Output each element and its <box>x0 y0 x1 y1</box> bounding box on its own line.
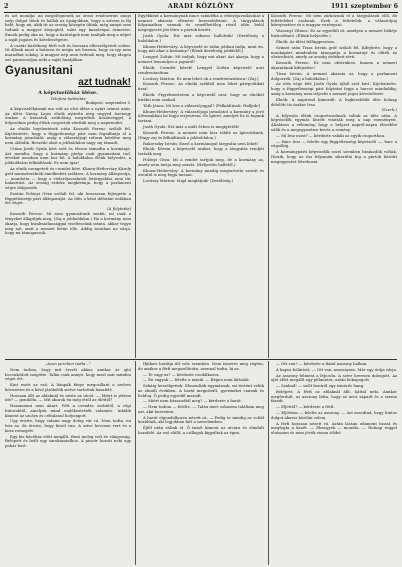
paragraph: Az asszony felment a lépcsőn. A szíve hevesen dobogott. Az ajtó előtt megállt egy pillanatra, aztán bekopogott. <box>271 372 397 383</box>
column-separator-bottom-1 <box>135 361 136 565</box>
masthead <box>4 3 398 11</box>
paragraph: A folyosón élénk csoportosulások voltak az ülés után. A képviselők egymás között vitatták meg a nap eseményeit. Általános a vélemény, hogy a helyzet napról-napra élesebbé válik és a megegyezésre kevés a remény. <box>271 112 397 132</box>
paragraph: Justh Gyula: Ezt már sokszor hallottuk! (Derültség a baloldalon.) <box>138 33 264 43</box>
paragraph: Utána Justh Gyula kért szót és élesen támadta a kormányt. Azt mondta, hogy a kormány pártja csak gyanusitani tud, érveket azonban nem hoz fel. A baloldalon élénk helyeslés, a jobboldalon felkiáltások: Ez nem igaz! <box>5 146 131 166</box>
dialog-line: Khuen-Héderváry: A kormány mindig megtartotta szavát és ezentúl is meg fogja tartani. <box>138 167 264 178</box>
paragraph: Az elnöki bejelentések után Kossuth Ferenc szólalt fel. Kijelentette, hogy a függetlenségi párt nem fogadhatja el a kormány javaslatát, amíg a választójogi reform kérdése meg nem oldódik. Beszéde alatt a jobboldalon nagy zaj támadt. <box>5 125 131 146</box>
paragraph: Éjfél után váltak el. Ő ismét kiment az utcára és elindult hazafelé. Az eső elállt, a csillagok kigyúltak az égen. <box>138 425 264 435</box>
col1-continuation <box>5 14 131 62</box>
signature: (Szerk.) <box>381 107 397 113</box>
feuilleton-title: „Azon percben tudta..." <box>45 361 91 366</box>
paragraph: A férfi hosszan nézett rá. Aztán lassan odament hozzá és megfogta a kezét. — Elmegyek — mondta. — Holnap reggel elutazom és nem jövök vissza többé. <box>271 420 397 435</box>
paragraph: Elnök: Csendet kérek! Lengyel Zoltán képviselő urat rendreutasítom. <box>138 64 264 75</box>
paragraph: Ezután Polónyi Géza szólalt fel, aki hosszasan fejtegette a függetlenségi párt álláspontját. Az ülés a késő délutáni órákban ért véget. <box>5 190 131 206</box>
paragraph: Kossuth Ferenc: Mi nem zárkózunk el a tárgyalások elől, de feltételeket szabunk. Ezek a feltételek: a választójog kiterjesztése és a magyar vezényszó. <box>271 13 397 28</box>
paragraph: és azt mondja: mi megölégnenek az orosz rendszerint annyi szép dolgot látok és hallok az újságokban, hogy a szívem is fáj belé, hogy mi, akik itt az ország közepén ülünk, még annyit sem tudunk a magyar közjogból, mint egy kaszárnyai őrmester. Ennek pedig oka az, hogy a hatóságok nem tanítják meg a népet a saját jogaira és kötelességeire. <box>5 13 131 42</box>
column-3 <box>271 14 397 166</box>
paragraph: A képviselőháznak ma volt az első ülése a nyári szünet után. Az ülést Navay Lajos elnök nyitotta meg negyed tizenegy órakor. A karzatok zsúfolásig megteltek közönséggel, a folyosókon pedig élénk csoportok vitatták meg a napirendet. <box>5 105 131 126</box>
paragraph: Ifjúkori barátja ült vele szemben. Nem ismerte meg rögtön, de amikor a férfi megszólította, azonnal tudta, ki az. <box>138 361 264 371</box>
paragraph: Elnök: Az ülést felfüggesztem. <box>276 38 336 44</box>
paragraph: Elnök: A napirend kimerült. A legközelebbi ülés holnap délelőtt tíz órakor lesz. <box>271 96 397 107</box>
paragraph: — Miért nem házasodtál meg? — kérdezte a barát. <box>143 398 242 404</box>
column-1 <box>5 14 131 237</box>
paragraph: Belépett. A férfi az ablaknál állt, háttal neki. Amikor megfordult, az asszony látta, hogy az arca sápadt és a szeme fáradt. <box>271 388 397 404</box>
paragraph: Egyébként a kormánynak nincs szándéka a véderőjavaslatokat a nemzet akarata ellenére keresztülvinni. A tárgyalások folyamatban vannak és remélhetőleg rövid időn belül megegyezés jön létre a pártok között. <box>138 13 264 33</box>
paragraph: Az ülés vége felé Justh Gyula újból szót kért. Kijelentette, hogy a függetlenségi párt folytatni fogja a harcot mindaddig, amíg a kormány nem teljesíti a nemzet jogos követeléseit. <box>271 81 397 96</box>
paragraph: Hazamenni nem akart. Félt a csendes szobától, a régi bútoroktól, amelyek mind emlékeztették valamire. Inkább kiment az utcára és céltalanul bolyongott. <box>5 403 131 418</box>
paragraph: — Ott van? — kérdezte a fiatal asszony halkan. <box>276 361 368 366</box>
paragraph: Lengyel Zoltán: Mi tudjuk, hogy mit akar! Azt akarja, hogy a nemzet lemondjon a jogairól! <box>138 54 264 65</box>
column-separator-1 <box>135 14 136 358</box>
dialog-line: Kossuth Ferenc: A nemzet nem hisz többé az ígéreteknek. (Nagy zaj és felkiáltások a jobboldalon.) <box>138 129 264 140</box>
paragraph: Az elnök csengetett és csendet kért. Khuen-Héderváry Károly gróf miniszterelnök emelkedett szólásra. A kormány álláspontja, — mondotta — hogy a véderőjavaslatok letárgyalása nem tűr halasztást. Az ország érdeke megkívánja, hogy a parlament végre dolgozzék. <box>5 166 131 190</box>
paragraph: A barát elgondolkozva nézett rá. — Pedig te mindig az voltál közülünk, aki legjobban hitt a szerelemben. <box>138 414 264 425</box>
dialog-line: Elnök: Figyelmeztetem a képviselő urat, hogy az elnököt bírálni nem szabad. <box>138 92 264 102</box>
paragraph: Szünet után Tisza István gróf szólalt fel. Kifejtette, hogy a munkapárt mindenben támogatja a kormányt és elítéli az obstrukciót, amely az ország érdekeit sérti. <box>271 44 397 60</box>
article-kicker: A képviselőház ülése. <box>38 90 98 97</box>
dialog-line: Justh Gyula: Ezt már a múlt évben is megígérték! <box>143 123 240 129</box>
dialog-line: Khuen-Héderváry: A választójogi javaslatot a kormány a jövő ülésszakban be fogja terjeszteni. Ez ígéret, amelyet be is fogunk tartani. <box>138 108 264 124</box>
paragraph: A kormánypárti képviselők ezzel szemben bizakodók voltak. Hiszik, hogy az ősz folyamán sikerülni fog a pártok közötti megegyezést létrehozni. <box>271 149 397 164</box>
article-heading <box>5 65 131 106</box>
dialog-line: Polónyi Géza: Mi a rendet tartjuk meg, de a kormány az, amely nem tartja meg szavát. (Helyeslés balfelől.) <box>138 157 264 167</box>
paragraph: Kossuth Ferenc: Mi nem gyanusítunk senkit, mi csak a tényeket állapítjuk meg. (Zaj a jobboldalon.) Ha a kormány nem akarja, hogy bizalmatlansággal viseltessünk iránta, akkor tegye meg azt, amit a nemzet kíván tőle. Addig azonban ne várja, hogy mi támogassuk. <box>5 211 131 236</box>
paragraph: Nem tudom, hogy mit érzett akkor, amikor az ajtó becsukódott mögötte. Talán csak annyit, hogy most már minden véget ért. <box>5 366 131 382</box>
dialog-line: Elnök: Kérem a képviselő urakat, hogy a tárgyalás rendjét tartsák meg. <box>138 146 264 157</box>
dialog-line: Kossuth Ferenc: Az elnöki székből nem lehet pártpolitikát űzni! <box>138 81 264 92</box>
article-source: Telefoni tudósitás <box>50 96 86 102</box>
paragraph: Khuen-Héderváry: A képviselő úr talán jobban tudja, mint én, hogy mit akar a kormány? (Élénk derültség jobbfelől.) <box>138 43 264 54</box>
paragraph: A csatár közlékony férfi volt és hosszan elbeszélgetett velem. Itt állunk most a határon és mégis azt hiszem, hogy ez igy nem maradhat sokáig. A magyar nép nem érdemli meg, hogy idegen szó parancsoljon neki a saját hazájában. <box>5 42 131 62</box>
paragraph: Kint esett az eső. A lámpák fénye megcsillant a nedves kövezeten és a késő járókelők sietve tartottak hazafelé. <box>5 382 131 392</box>
column-2 <box>138 14 264 185</box>
column-separator-bottom-2 <box>268 361 269 565</box>
dialog-line: Lovászy Márton: Majd meglátjuk! (Derültség.) <box>143 178 234 184</box>
dialog-line: Tóth János: Mi lesz a választójoggal? (Felkiáltások: Halljuk!) <box>143 102 261 108</box>
paragraph: — Szabad! — szólt bentről egy ismerős hang. <box>276 383 365 389</box>
paragraph: Vázsonyi Vilmos: Ez az egyedüli út, amelyen a nemzet békéje biztosítható. (Élénk helyeslés.) <box>271 28 397 39</box>
paragraph: — Én vagyok — felelte a másik. — Régen nem láttalak. <box>143 377 250 383</box>
paragraph: — Nem tudom — felelte. — Talán mert sohasem találtam meg azt, akit kerestem. <box>138 404 264 414</box>
article-title-sub: azt tudnak! <box>78 77 131 89</box>
paragraph: — Te vagy az? — kérdezte csodálkozva. <box>143 371 220 377</box>
dialog-line: Rakovszky István: Ezzel a kormánnyal tárgyalni nem lehet! <box>143 140 259 146</box>
page-number: 2 <box>4 3 9 10</box>
continuation-note: (A folytatás) <box>107 206 131 212</box>
paragraph: — Eljöttem — felelte az asszony. — Azt mondtad, hogy fontos dolgot akarsz közölni velem. <box>271 410 397 420</box>
feuilleton-col-1 <box>5 362 131 450</box>
paragraph: A kapus bólintott. — Ott van, asszonyom. Már egy órája várja. <box>276 366 397 372</box>
paragraph: Ugy érezte, hogy valami nagy dolog vár rá. Nem tudta, mi lesz az, de érezte, hogy közel van. A szíve hevesen vert és a keze remegett. <box>5 418 131 433</box>
dialog-line: Lovászy Márton: Ez nem lehet ok a rendreutasításra! (Zaj.) <box>143 75 259 81</box>
paragraph: Sokáig beszélgettek. Elmondták egymásnak, mi történt velük az elmúlt években. A barát megnősült, gyermekei vannak és boldog. Ő pedig egyedül maradt. <box>138 383 264 398</box>
paragraph: — Eljöttél? — kérdezte a férfi. <box>276 404 335 410</box>
paragraph: — Mi lesz most? — kérdezte valaki az egyik csoportban. <box>276 132 386 138</box>
paragraph: Tisza István: A nemzet akarata az, hogy a parlament dolgozzék. (Zaj a baloldalon.) <box>271 70 397 81</box>
paragraph: — Harc lesz — felelte egy függetlenségi képviselő —, harc a végsőkig. <box>271 138 397 149</box>
issue-date: 1911 szeptember 6 <box>330 3 398 10</box>
paragraph: Hosszan állt az ablaknál és nézte az utcát. — Miért is jöttem ide? — gondolta. — Mit akarok én még ettől az élettől? <box>5 392 131 403</box>
feuilleton-col-2 <box>138 362 264 437</box>
article-dateline: Budapest, szeptember 5. <box>85 101 131 106</box>
paragraph: Egy kis kávéház előtt megállt. Bent meleg volt és világosság. Belépett és leült egy sarokasztalhoz. A pincér hozott neki egy pohár bort. <box>5 433 131 449</box>
feuilleton-rule <box>5 359 397 360</box>
column-separator-2 <box>268 14 269 358</box>
paper-name: ARADI KÖZLÖNY <box>167 3 235 10</box>
paragraph: Kossuth Ferenc: Ez nem obstrukció, hanem a nemzet akaratának kifejezése! <box>271 60 397 70</box>
article-title-main: Gyanusitani <box>5 65 74 78</box>
feuilleton-col-3 <box>271 362 397 437</box>
article-body <box>5 107 131 236</box>
